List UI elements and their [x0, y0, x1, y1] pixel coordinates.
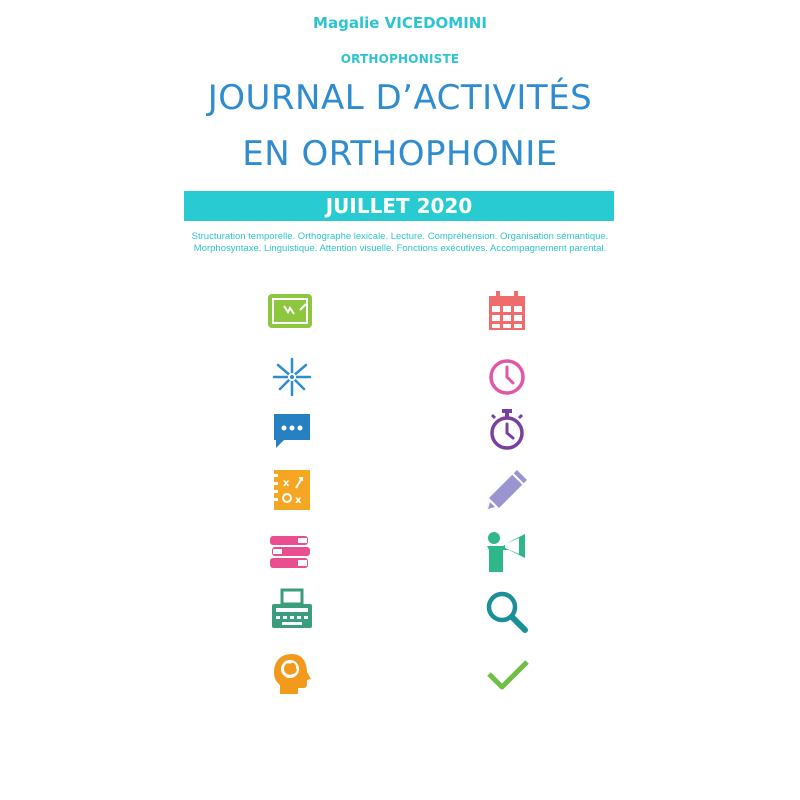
- calendar-icon: [485, 288, 529, 332]
- chat-bubble-icon: [270, 410, 314, 454]
- keywords-text: Structuration temporelle. Orthographe lexicale. Lecture. Compréhension. Organisation sémantique. Morphosyntaxe. Linguistique. Attention visuelle. Fonctions exécutives. Accompagnement parental.: [191, 231, 609, 254]
- profession: ORTHOPHONISTE: [340, 52, 460, 66]
- stopwatch-icon: [485, 408, 529, 452]
- month-banner: [184, 191, 614, 221]
- title-line-1: JOURNAL D’ACTIVITÉS: [207, 78, 593, 118]
- title-line-2: EN ORTHOPHONIE: [242, 134, 558, 174]
- pencil-icon: [485, 468, 529, 512]
- magnifier-icon: [485, 590, 529, 634]
- fireworks-icon: [270, 355, 314, 399]
- megaphone-person-icon: [485, 530, 529, 574]
- chalkboard-icon: [268, 290, 312, 334]
- books-icon: [268, 530, 312, 574]
- clock-icon: [485, 355, 529, 399]
- brain-head-icon: [270, 652, 314, 696]
- strategy-board-icon: [270, 468, 314, 512]
- month-banner-label: JUILLET 2020: [325, 194, 473, 218]
- typewriter-icon: [270, 588, 314, 632]
- svg-text:x: x: [295, 495, 302, 506]
- svg-text:x: x: [283, 478, 290, 489]
- checkmark-icon: [485, 652, 529, 696]
- author-name: Magalie VICEDOMINI: [313, 14, 487, 32]
